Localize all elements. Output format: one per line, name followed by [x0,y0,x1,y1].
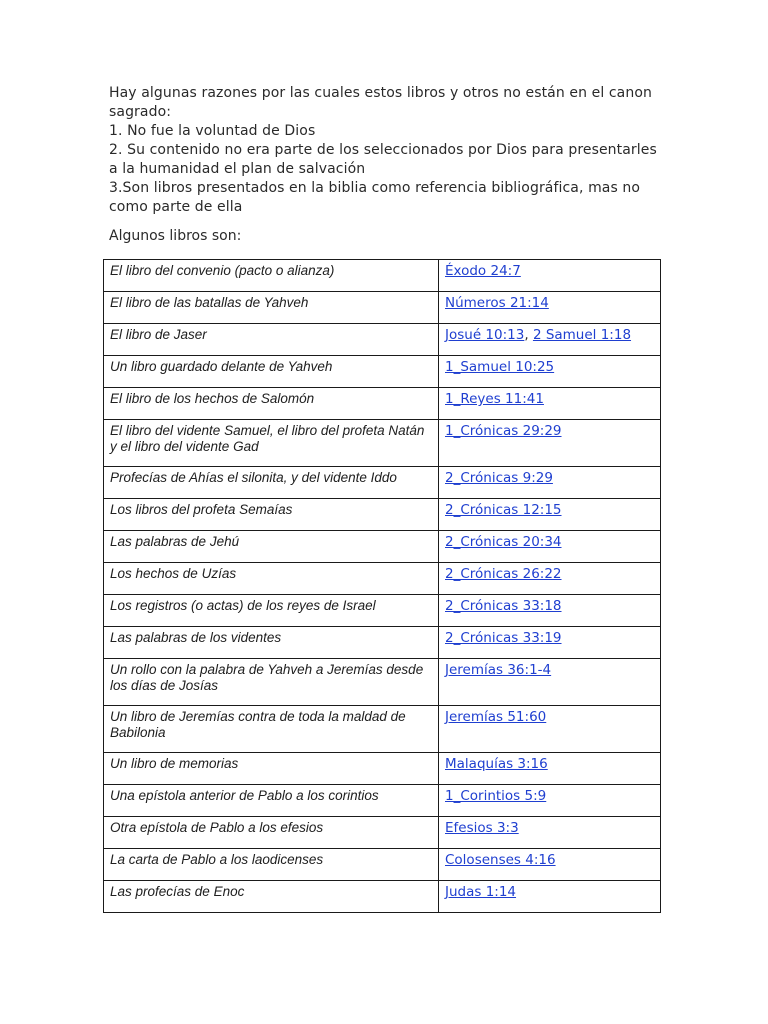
bible-reference-link[interactable]: Judas 1:14 [445,884,517,900]
table-row [104,659,661,706]
reference-cell [439,817,661,849]
table-row [104,817,661,849]
bible-reference-link[interactable]: 2_Crónicas 26:22 [445,566,562,582]
table-row [104,356,661,388]
reference-cell [439,627,661,659]
bible-reference-link[interactable]: Josué 10:13 [445,327,525,343]
table-row [104,881,661,913]
bible-reference-link[interactable]: Jeremías 51:60 [445,709,547,725]
book-title-cell: Los hechos de Uzías [104,563,439,595]
book-title-cell: Los registros (o actas) de los reyes de Israel [104,595,439,627]
bible-reference-link[interactable]: Jeremías 36:1-4 [445,662,552,678]
intro-line: Hay algunas razones por las cuales estos libros y otros no están en el canon sagrado: [109,85,652,120]
reference-cell [439,260,661,292]
bible-reference-link[interactable]: 2_Crónicas 20:34 [445,534,562,550]
reference-cell [439,324,661,356]
reference-cell [439,881,661,913]
reference-cell [439,499,661,531]
bible-reference-link[interactable]: 1_Samuel 10:25 [445,359,555,375]
table-row [104,595,661,627]
book-title-cell: El libro de las batallas de Yahveh [104,292,439,324]
book-title-cell: Las profecías de Enoc [104,881,439,913]
reason-1: 1. No fue la voluntad de Dios [109,123,316,139]
reference-cell [439,531,661,563]
book-title-cell: Los libros del profeta Semaías [104,499,439,531]
books-table [103,259,661,913]
reason-3: 3.Son libros presentados en la biblia como referencia bibliográfica, mas no como parte de ella [109,180,641,215]
reference-cell [439,356,661,388]
book-title-cell: El libro del convenio (pacto o alianza) [104,260,439,292]
table-row [104,260,661,292]
bible-reference-link[interactable]: 2_Crónicas 33:19 [445,630,562,646]
bible-reference-link[interactable]: Efesios 3:3 [445,820,519,836]
table-row [104,563,661,595]
book-title-cell: Un libro de Jeremías contra de toda la maldad de Babilonia [104,706,439,753]
reference-separator: , [524,327,533,343]
table-row [104,324,661,356]
reference-cell [439,563,661,595]
table-row [104,420,661,467]
reference-cell [439,595,661,627]
bible-reference-link[interactable]: 2_Crónicas 12:15 [445,502,562,518]
reference-cell [439,706,661,753]
table-row [104,785,661,817]
reference-cell [439,785,661,817]
book-title-cell: Un libro guardado delante de Yahveh [104,356,439,388]
reference-cell [439,849,661,881]
reference-cell [439,388,661,420]
reference-cell [439,467,661,499]
book-title-cell: El libro del vidente Samuel, el libro del profeta Natán y el libro del vidente Gad [104,420,439,467]
bible-reference-link[interactable]: 1_Corintios 5:9 [445,788,547,804]
table-row [104,292,661,324]
book-title-cell: Otra epístola de Pablo a los efesios [104,817,439,849]
table-row [104,499,661,531]
table-row [104,849,661,881]
table-row [104,753,661,785]
table-row [104,531,661,563]
reference-cell [439,420,661,467]
reference-cell [439,753,661,785]
reference-cell [439,659,661,706]
bible-reference-link[interactable]: Malaquías 3:16 [445,756,548,772]
table-row [104,467,661,499]
book-title-cell: Las palabras de los videntes [104,627,439,659]
book-title-cell: Profecías de Ahías el silonita, y del vidente Iddo [104,467,439,499]
book-title-cell: Una epístola anterior de Pablo a los corintios [104,785,439,817]
table-row [104,627,661,659]
bible-reference-link[interactable]: 1_Reyes 11:41 [445,391,544,407]
subheading: Algunos libros son: [109,228,242,244]
bible-reference-link[interactable]: Números 21:14 [445,295,549,311]
book-title-cell: El libro de Jaser [104,324,439,356]
table-row [104,388,661,420]
book-title-cell: Un libro de memorias [104,753,439,785]
table-row [104,706,661,753]
book-title-cell: Un rollo con la palabra de Yahveh a Jeremías desde los días de Josías [104,659,439,706]
intro-text [109,84,669,217]
book-title-cell: El libro de los hechos de Salomón [104,388,439,420]
books-table-body [104,260,661,913]
bible-reference-link[interactable]: 2 Samuel 1:18 [532,327,632,343]
bible-reference-link[interactable]: Éxodo 24:7 [445,263,521,279]
reason-2: 2. Su contenido no era parte de los seleccionados por Dios para presentarles a la humanidad el plan de salvación [109,142,657,177]
bible-reference-link[interactable]: 1_Crónicas 29:29 [445,423,562,439]
book-title-cell: Las palabras de Jehú [104,531,439,563]
book-title-cell: La carta de Pablo a los laodicenses [104,849,439,881]
bible-reference-link[interactable]: 2_Crónicas 33:18 [445,598,562,614]
bible-reference-link[interactable]: Colosenses 4:16 [445,852,556,868]
reference-cell [439,292,661,324]
bible-reference-link[interactable]: 2_Crónicas 9:29 [445,470,553,486]
